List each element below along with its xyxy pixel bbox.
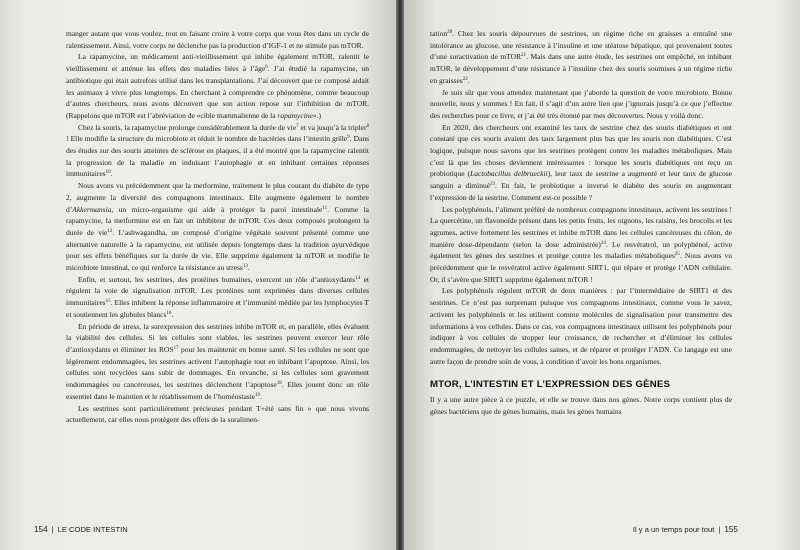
text-run: et va jusqu’à la tripler xyxy=(298,122,367,132)
paragraph xyxy=(430,87,732,122)
text-run: Il y a une autre pièce à ce puzzle, et elle se trouve dans nos gènes. Notre corps contient plus de gènes bactériens que de gènes humains, mais les gènes humains xyxy=(430,395,732,417)
paragraph xyxy=(66,180,369,274)
footnote-ref: 11 xyxy=(322,205,328,211)
text-run: La rapamycine, un médicament anti-vieillissement qui inhibe également mTOR, ralentit le vieillissement et atténue les effets des maladies liées à l’âge xyxy=(66,52,369,74)
text-run: Les polyphénols, l’aliment préféré de nombreux compagnons intestinaux, activent les sestrines ! La quercétine, un flavonoïde présent dans les petits fruits, les oignons, les raisins, les brocolis et les agrumes, active fortement les sestrines et inhibe mTOR dans les cellules cancéreuses du côlon, de manière dose-dépendante (selon la dose administrée) xyxy=(430,204,732,249)
paragraph xyxy=(430,204,732,286)
left-footer-separator: | xyxy=(51,525,54,534)
footnote-ref: 16 xyxy=(166,310,172,316)
left-running-title: LE CODE INTESTIN xyxy=(57,525,128,534)
right-running-title: Il y a un temps pour tout xyxy=(632,525,715,534)
footnote-ref: 9 xyxy=(347,135,350,141)
paragraph xyxy=(66,28,369,51)
text-run: Nous avons vu précédemment que la metformine, traitement le plus courant du diabète de type 2, augmente la diversité des compagnons intestinaux. Elle augmente également le nombre d’ xyxy=(66,181,369,214)
text-run: ».) xyxy=(312,110,321,120)
text-run: manger autant que vous voulez, tout en faisant croire à votre corps que vous êtes dans un cycle de ralentissement. Ainsi, votre corps ne déclenche pas la production d’IGF-1 et ne stimule pas mTOR. xyxy=(66,29,369,50)
text-run: . Chez les souris dépourvues de sestrines, un régime riche en graisses a entraîné une intolérance au glucose, une résistance à l’insuline et une stéatose hépatique, qui provenaient toutes d’une suractivation de mTOR xyxy=(430,29,732,62)
text-run: tation xyxy=(430,29,448,38)
footnote-ref: 22 xyxy=(462,76,468,82)
footnote-ref: 21 xyxy=(521,53,527,59)
footnote-ref: 23 xyxy=(490,182,496,188)
text-run: . Comme la rapamycine, la metformine est en fait un inhibiteur de mTOR. Ces deux composés prolongent la durée de vie xyxy=(66,204,369,237)
right-page-body xyxy=(430,28,732,418)
right-page-footer xyxy=(633,525,738,535)
book-gutter xyxy=(396,0,404,550)
text-run: En période de stress, la surexpression des sestrines inhibe mTOR et, en parallèle, elles évaluent la viabilité des cellules. Si les cellules sont viables, les sestrines peuvent exercer leur rôle d’antioxydants et éliminer les ROS xyxy=(66,321,369,354)
text-run: . xyxy=(110,169,113,179)
right-page xyxy=(404,0,800,550)
left-page-body xyxy=(66,28,369,426)
paragraph xyxy=(66,274,369,321)
text-run: et régulent la voie de signalisation mTOR. Les protéines sont exprimées dans diverses cellules immunitaires xyxy=(66,274,370,308)
footnote-ref: 10 xyxy=(105,170,111,176)
text-run: Je suis sûr que vous attendez maintenant que j’aborde la question de votre microbiote. Bonne nouvelle, nous y sommes ! En fait, il s’agit d’un autre lien que j’ignorais jusqu’à ce que j’effectue des recherches pour ce livre, et j’ai été très étonné par mes découvertes. Nous y voilà donc. xyxy=(430,87,732,120)
text-run: . xyxy=(260,391,262,401)
paragraph xyxy=(430,28,732,87)
italic-term: Akkermansia xyxy=(72,204,112,214)
text-run: En 2020, des chercheurs ont examiné les taux de sestrine chez des souris diabétiques et ont constaté que ces souris avaient des taux largement plus bas que les souris non diabétiques. C’est logique, puisque nous savons que les sestrines protègent contre les maladies métaboliques. Mais c’est là que les choses deviennent intéressantes : lorsque les souris diabétiques ont reçu un probiotique ( xyxy=(430,122,732,179)
paragraph xyxy=(66,403,369,426)
text-run: ), leur taux de sestrine a augmenté et leur taux de glucose sanguin a diminué xyxy=(430,169,732,191)
text-run: , un micro-organisme qui aide à protéger la paroi intestinale xyxy=(111,204,323,214)
section-heading xyxy=(430,379,732,391)
text-run: Enfin, et surtout, les sestrines, des protéines humaines, exercent un rôle d’antioxydants xyxy=(78,274,356,284)
italic-term: Lactobacillus delbrueckii xyxy=(470,169,548,179)
text-run: . J’ai étudié la rapamycine, un antibiotique qui était autrefois utilisé dans les transplantations. J’ai découvert que ce composé aidait les animaux à vivre plus longtemps. En cherchant à comprendre ce phénomène, comme beaucoup d’autres chercheurs, nous avons découvert que son action repose sur l’inhibition de mTOR. (Rappelons que mTOR est l’abréviation de «cible mammalienne de la xyxy=(66,64,369,120)
text-run: . xyxy=(247,263,250,273)
text-run: . Le resvératrol, un polyphénol, active également les gènes des sestrines et protège contre les maladies métaboliques xyxy=(430,239,732,261)
right-page-number: 155 xyxy=(724,525,738,534)
text-run: . L’ashwagandha, un composé d’origine végétale souvent présenté comme une alternative naturelle à la rapamycine, est utilisée depuis longtemps dans la tradition ayurvédique pour ses effets bénéfiques sur la durée de vie. Elle supprime également la mTOR et modifie le microbiote intestinal, ce qui renforce la résistance au stress xyxy=(66,227,369,273)
paragraph xyxy=(66,51,369,121)
footnote-ref: 12 xyxy=(107,228,113,234)
text-run: . xyxy=(467,75,470,85)
footnote-ref: 20 xyxy=(447,30,453,35)
text-run: Les polyphénols régulent mTOR de deux manières : par l’intermédiaire de SIRT1 et des sestrines. Ce n’est pas surprenant puisque vos compagnons intestinaux, comme vous le savez, activent les polyphénols et les utilisent comme molécules de signalisation pour transmettre des informations à vos cellules. Dans ce cas, vos compagnons intestinaux utilisent les polyphénols pour indiquer à vos cellules de stopper leur croissance, de rechercher et d’éliminer les cellules endommagées, de nettoyer les cellules saines, et de réparer et protéger l’ADN. Ce langage est une autre façon de prendre soin de vous, à condition d’avoir les bons organismes. xyxy=(430,286,732,366)
paragraph xyxy=(66,321,369,403)
footnote-ref: 24 xyxy=(600,240,606,246)
right-footer-separator: | xyxy=(718,525,721,534)
text-run: . Elles inhibent la réponse inflammatoire et l’immunité médiée par les lymphocytes T et soutiennent les globules blancs xyxy=(66,298,369,319)
text-run: Les sestrines sont particulièrement précieuses pendant T+été sans fin » que nous vivons actuellement, car elles nous protègent des effets de la suralimen- xyxy=(66,403,369,425)
text-run: . Mais dans une autre étude, les sestrines ont empêché, en inhibant mTOR, le développement d’une résistance à l’insuline chez des souris soumises à un régime riche en graisses xyxy=(430,52,733,85)
text-run: MTOR, L’INTESTIN ET L’EXPRESSION DES GÈNES xyxy=(430,379,671,391)
left-page-number: 154 xyxy=(34,525,48,534)
footnote-ref: 13 xyxy=(242,264,248,270)
text-run: . xyxy=(171,309,174,319)
text-run: . Dans des études sur des souris atteintes de sclérose en plaques, il a été montré que la rapamycine ralentit la progression de la maladie en induisant l’autophagie et en inhibant certaines réponses immunitaires xyxy=(66,134,369,179)
footnote-ref: 19 xyxy=(255,392,261,398)
left-page-footer xyxy=(34,525,128,535)
text-run: . En fait, le probiotique a inversé le diabète des souris en augmentant l’expression de la sestrine. Comment est-ce possible ? xyxy=(430,181,732,202)
footnote-ref: 25 xyxy=(674,252,680,258)
paragraph xyxy=(430,285,732,367)
footnote-ref: 18 xyxy=(276,381,282,387)
footnote-ref: 15 xyxy=(105,299,111,305)
footnote-ref: 6 xyxy=(265,65,268,71)
footnote-ref: 8 xyxy=(366,123,370,129)
footnote-ref: 7 xyxy=(296,123,299,129)
footnote-ref: 17 xyxy=(173,345,179,351)
text-run: . Elles jouent donc un rôle essentiel dans le maintien et le rétablissement de l’homéostasie xyxy=(66,380,369,401)
text-run: pour les maintenir en bonne santé. Si les cellules ne sont que légèrement endommagées, les sestrines activent l’autophagie tout en inhibant l’apoptose. Ainsi, les cellules sont recyclées sans subir de dommages. En revanche, si les cellules sont gravement endommagées ou cancéreuses, les sestrines déclenchent l’apoptose xyxy=(66,344,369,390)
italic-term: rapamycine xyxy=(277,110,313,120)
paragraph xyxy=(66,122,369,181)
text-run: ! Elle modifie la structure du microbiote et réduit le nombre de bactéries dans l’intestin grêle xyxy=(66,134,348,144)
left-page xyxy=(0,0,396,550)
paragraph xyxy=(430,122,732,204)
text-run: Chez la souris, la rapamycine prolonge considérablement la durée de vie xyxy=(78,122,297,132)
text-run: . Nous avons vu précédemment que le resvératrol active également SIRT1, qui répare et protège l’ADN cellulaire. Or, il s’avère que SIRT1 supprime également mTOR ! xyxy=(430,251,733,284)
paragraph xyxy=(430,394,732,417)
footnote-ref: 14 xyxy=(355,275,361,281)
